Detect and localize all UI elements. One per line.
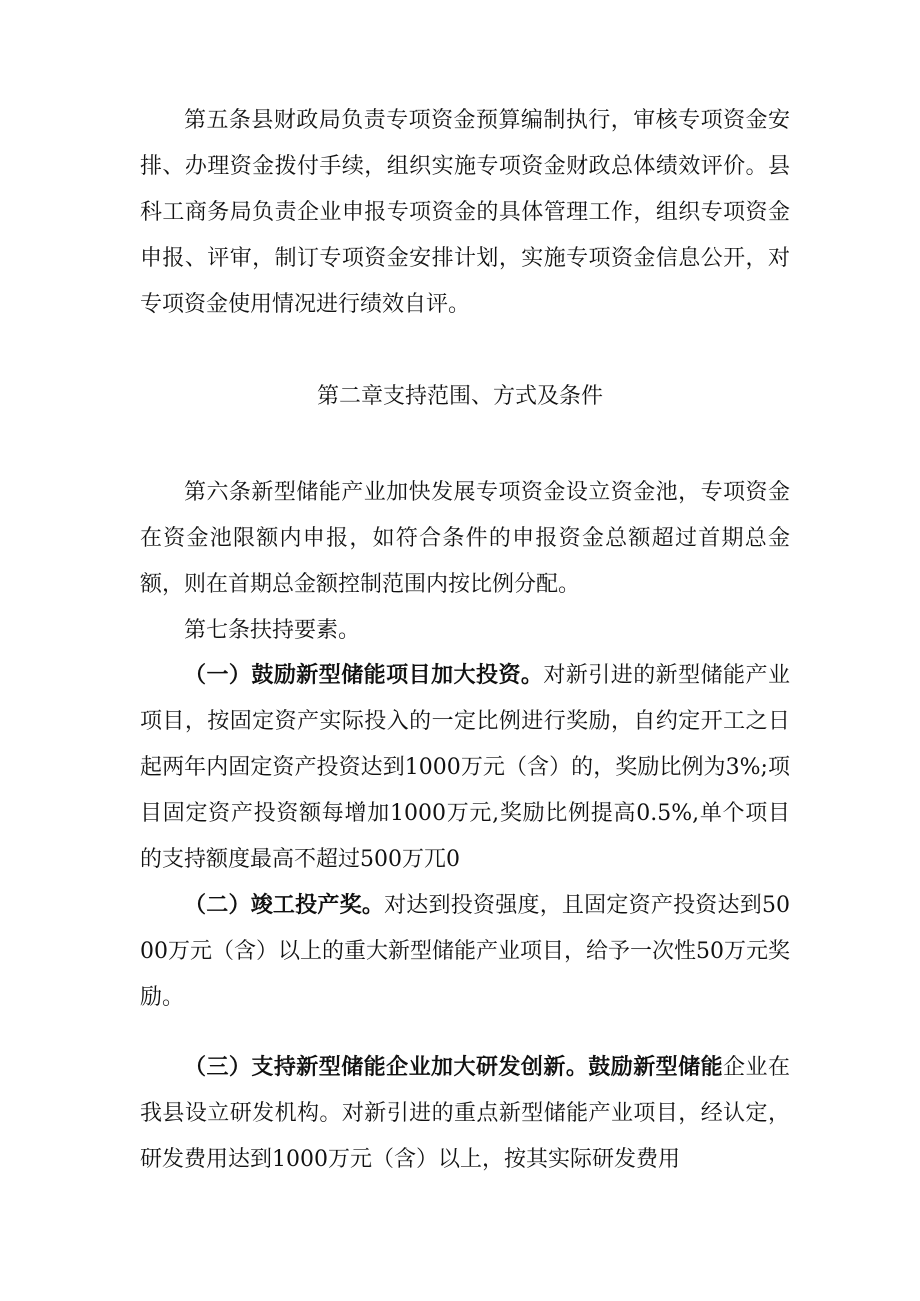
item-3-title-tail: 鼓励新型储能 — [588, 1054, 724, 1080]
item-2-paragraph — [140, 882, 790, 1021]
item-2-body: 对达到投资强度，且固定资产投资达到5000万元（含）以上的重大新型储能产业项目，给予一次性50万元奖励。 — [140, 893, 790, 1010]
item-3-title: （三）支持新型储能企业加大研发创新。 — [184, 1054, 589, 1080]
item-1-paragraph — [140, 652, 790, 883]
article-6-paragraph: 第六条新型储能产业加快发展专项资金设立资金池，专项资金在资金池限额内申报，如符合条件的申报资金总额超过首期总金额，则在首期总金额控制范围内按比例分配。 — [140, 480, 790, 597]
item-3-body: 企业在我县设立研发机构。对新引进的重点新型储能产业项目，经认定，研发费用达到1000万元（含）以上，按其实际研发费用 — [140, 1055, 790, 1172]
item-3-paragraph — [140, 1044, 790, 1183]
item-2-title: （二）竣工投产奖。 — [184, 892, 385, 918]
item-1-title: （一）鼓励新型储能项目加大投资。 — [184, 662, 544, 688]
chapter-2-heading: 第二章支持范围、方式及条件 — [316, 384, 603, 409]
item-1-body: 对新引进的新型储能产业项目，按固定资产实际投入的一定比例进行奖励，自约定开工之日起两年内固定资产投资达到1000万元（含）的，奖励比例为3%;项目固定资产投资额每增加1000万元,奖励比例提高0.5%,单个项目的支持额度最高不超过500万兀0 — [140, 663, 790, 872]
article-7-paragraph: 第七条扶持要素。 — [184, 618, 361, 643]
article-5-paragraph: 第五条县财政局负责专项资金预算编制执行，审核专项资金安排、办理资金拨付手续，组织实施专项资金财政总体绩效评价。县科工商务局负责企业申报专项资金的具体管理工作，组织专项资金申报、评审，制订专项资金安排计划，实施专项资金信息公开，对专项资金使用情况进行绩效自评。 — [140, 108, 790, 317]
